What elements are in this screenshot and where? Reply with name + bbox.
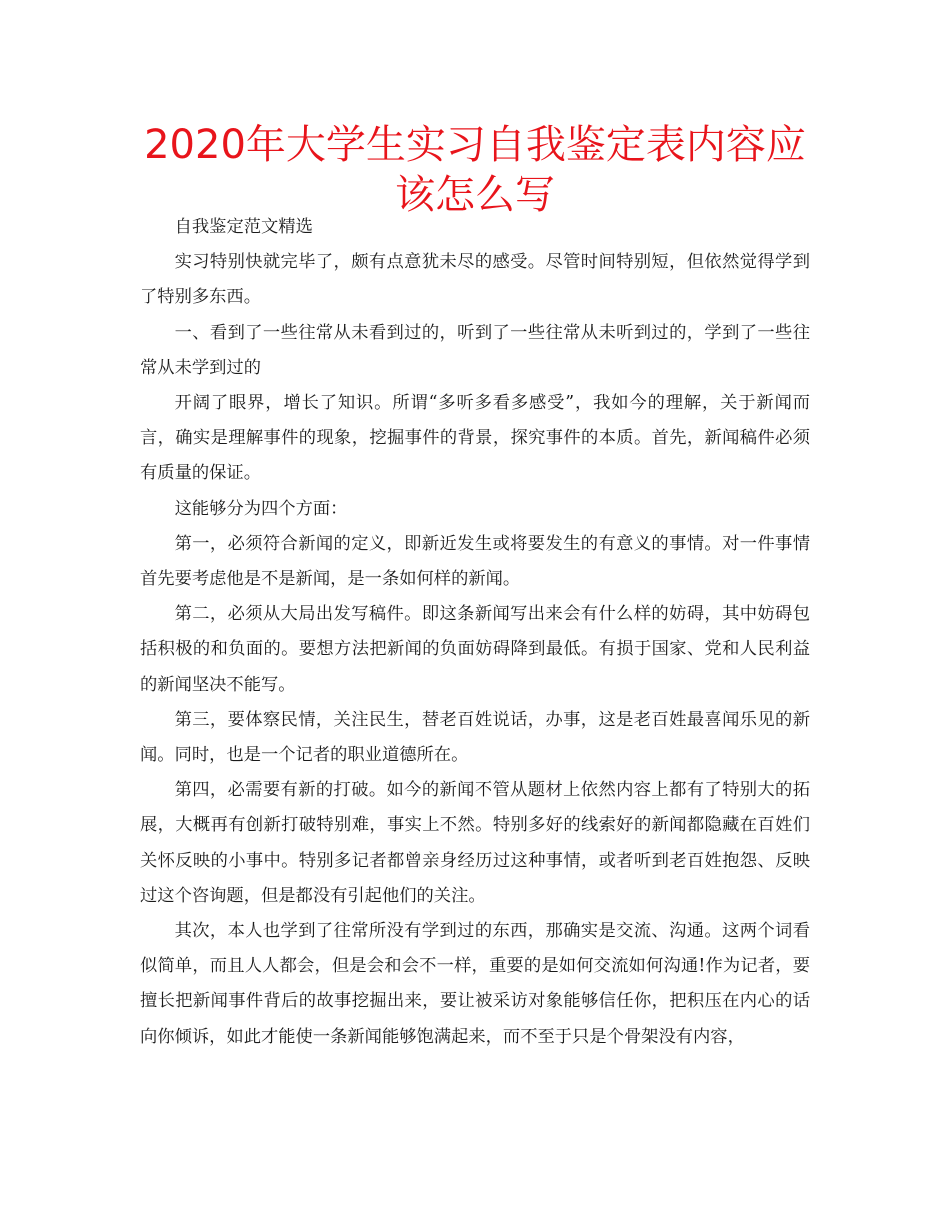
paragraph: 开阔了眼界，增长了知识。所谓“多听多看多感受”，我如今的理解，关于新闻而言，确实是理解事件的现象，挖掘事件的背景，探究事件的本质。首先，新闻稿件必须有质量的保证。 xyxy=(140,393,810,484)
paragraph-heading: 自我鉴定范文精选 xyxy=(174,217,313,237)
paragraph: 第三，要体察民情，关注民生，替老百姓说话，办事，这是老百姓最喜闻乐见的新闻。同时，也是一个记者的职业道德所在。 xyxy=(140,709,810,766)
paragraph: 实习特别快就完毕了，颇有点意犹未尽的感受。尽管时间特别短，但依然觉得学到了特别多东西。 xyxy=(140,252,810,308)
document-body xyxy=(140,210,810,1055)
paragraph: 这能够分为四个方面： xyxy=(174,498,348,519)
paragraph: 其次，本人也学到了往常所没有学到过的东西，那确实是交流、沟通。这两个词看似简单，而且人人都会，但是会和会不一样，重要的是如何交流如何沟通!作为记者，要擅长把新闻事件背后的故事挖掘出来，要让被采访对象能够信任你，把积压在内心的话向你倾诉，如此才能使一条新闻能够饱满起来，而不至于只是个骨架没有内容， xyxy=(140,921,810,1047)
paragraph: 第一，必须符合新闻的定义，即新近发生或将要发生的有意义的事情。对一件事情首先要考虑他是不是新闻，是一条如何样的新闻。 xyxy=(140,533,810,590)
paragraph: 一、看到了一些往常从未看到过的，听到了一些往常从未听到过的，学到了一些往常从未学到过的 xyxy=(140,322,810,378)
paragraph: 第四，必需要有新的打破。如今的新闻不管从题材上依然内容上都有了特别大的拓展，大概再有创新打破特别难，事实上不然。特别多好的线索好的新闻都隐藏在百姓们关怀反映的小事中。特别多记者都曾亲身经历过这种事情，或者听到老百姓抱怨、反映过这个咨询题，但是都没有引起他们的关注。 xyxy=(140,780,810,906)
paragraph: 第二，必须从大局出发写稿件。即这条新闻写出来会有什么样的妨碍，其中妨碍包括积极的和负面的。要想方法把新闻的负面妨碍降到最低。有损于国家、党和人民利益的新闻坚决不能写。 xyxy=(140,604,810,695)
document-title: 2020年大学生实习自我鉴定表内容应该怎么写 xyxy=(144,122,806,218)
